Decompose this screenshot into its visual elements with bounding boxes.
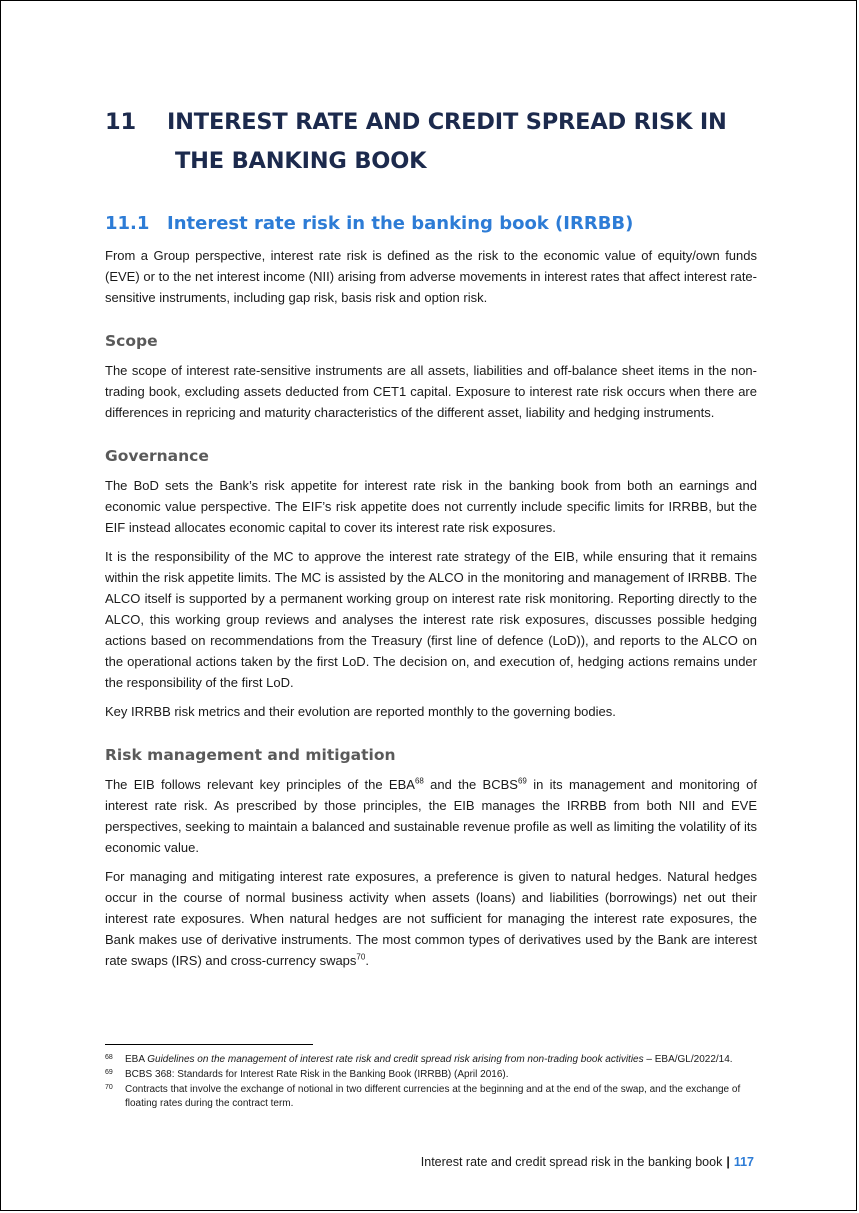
footnote-68	[105, 1053, 757, 1067]
section-title	[105, 211, 757, 237]
footnote-70	[105, 1083, 757, 1111]
governance-paragraph-1: The BoD sets the Bank’s risk appetite for interest rate risk in the banking book from both an earnings and economic value perspective. The EIF’s risk appetite does not currently include specific limits for IRRBB, but the EIF instead allocates economic capital to cover its interest rate risk exposures.	[105, 478, 757, 535]
main-content	[105, 103, 757, 979]
section-title-text: Interest rate risk in the banking book (IRRBB)	[167, 213, 634, 234]
section-number: 11.1	[105, 213, 150, 234]
footnote-italic-text: Guidelines on the management of interest rate risk and credit spread risk arising from non-trading book activities	[147, 1054, 644, 1065]
footer-separator: |	[726, 1155, 730, 1169]
footnote-ref-69[interactable]: 69	[517, 776, 527, 786]
page-number: 117	[733, 1155, 754, 1169]
footnote-number: 68	[105, 1054, 113, 1061]
governance-paragraph-2: It is the responsibility of the MC to approve the interest rate strategy of the EIB, while ensuring that it remains within the risk appetite limits. The MC is assisted by the ALCO in the monitoring and management of IRRBB. The ALCO itself is supported by a permanent working group on interest rate risk monitoring. Reporting directly to the ALCO, this working group reviews and analyses the interest rate risk exposures, discusses possible hedging actions based on recommendations from the Treasury (first line of defence (LoD)), and reports to the ALCO on the operational actions taken by the first LoD. The decision on, and execution of, hedging actions remains under the responsibility of the first LoD.	[105, 549, 757, 690]
footnote-text: BCBS 368: Standards for Interest Rate Risk in the Banking Book (IRRBB) (April 2016).	[125, 1069, 509, 1080]
intro-paragraph: From a Group perspective, interest rate risk is defined as the risk to the economic value of equity/own funds (EVE) or to the net interest income (NII) arising from adverse movements in interest rates that affect interest rate-sensitive instruments, including gap risk, basis risk and option risk.	[105, 248, 757, 305]
scope-heading: Scope	[105, 332, 158, 350]
governance-paragraph-3: Key IRRBB risk metrics and their evolution are reported monthly to the governing bodies.	[105, 704, 616, 719]
governance-heading: Governance	[105, 447, 209, 465]
footnote-69	[105, 1068, 757, 1082]
page-footer	[421, 1153, 754, 1171]
footer-running-title: Interest rate and credit spread risk in the banking book	[420, 1155, 723, 1169]
footnote-ref-68[interactable]: 68	[414, 776, 424, 786]
chapter-title-line2: THE BANKING BOOK	[175, 148, 427, 174]
footnote-text: EBA	[125, 1054, 148, 1065]
footnote-number: 69	[105, 1069, 113, 1076]
text-run: and the BCBS	[423, 777, 518, 792]
text-run: The EIB follows relevant key principles of the EBA	[105, 777, 415, 792]
chapter-number: 11	[105, 109, 136, 135]
chapter-title-line1: INTEREST RATE AND CREDIT SPREAD RISK IN	[167, 109, 727, 135]
text-run: For managing and mitigating interest rate exposures, a preference is given to natural hedges. Natural hedges occur in the course of normal business activity when assets (loans) and liabilities (borrowings) net out their interest rate exposures. When natural hedges are not sufficient for managing the interest rate exposures, the Bank makes use of derivative instruments. The most common types of derivatives used by the Bank are interest rate swaps (IRS) and cross-currency swaps	[105, 869, 757, 968]
risk-management-heading: Risk management and mitigation	[105, 746, 396, 764]
risk-management-paragraph-2	[105, 866, 757, 971]
footnote-number: 70	[105, 1084, 113, 1091]
footnote-ref-70[interactable]: 70	[356, 952, 366, 962]
footnote-text: – EBA/GL/2022/14.	[643, 1054, 733, 1065]
text-run: .	[365, 953, 369, 968]
risk-management-paragraph-1	[105, 774, 757, 858]
scope-paragraph: The scope of interest rate-sensitive instruments are all assets, liabilities and off-balance sheet items in the non-trading book, excluding assets deducted from CET1 capital. Exposure to interest rate risk occurs when there are differences in repricing and maturity characteristics of the different asset, liability and hedging instruments.	[105, 363, 757, 420]
footnote-text: Contracts that involve the exchange of notional in two different currencies at the beginning and at the end of the swap, and the exchange of floating rates during the contract term.	[125, 1084, 741, 1109]
footnotes	[105, 1053, 757, 1112]
footnote-divider	[105, 1044, 313, 1045]
text-run: in its management and monitoring of interest rate risk. As prescribed by those principles, the EIB manages the IRRBB from both NII and EVE perspectives, seeking to maintain a balanced and sustainable revenue profile as well as limiting the volatility of its economic value.	[105, 777, 757, 855]
chapter-title	[105, 103, 757, 181]
